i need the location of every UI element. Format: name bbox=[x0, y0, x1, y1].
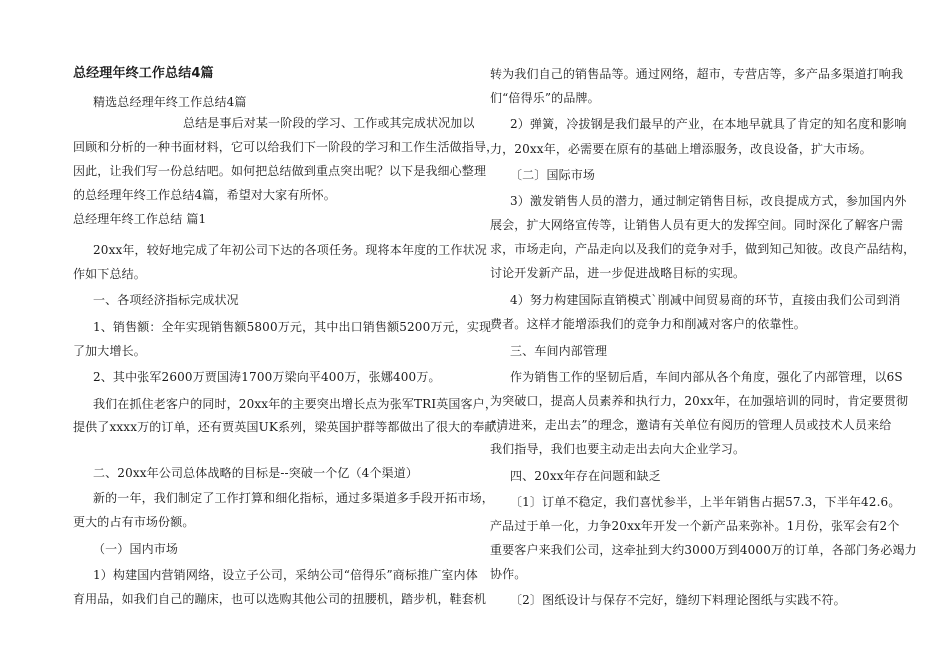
paragraph-line: 的总经理年终工作总结4篇，希望对大家有所怀。 bbox=[73, 188, 336, 202]
paragraph-line: 费者。这样才能增添我们的竞争力和削减对客户的依靠性。 bbox=[490, 317, 806, 331]
subtitle: 精选总经理年终工作总结4篇 bbox=[93, 95, 247, 109]
paragraph-line: 3）激发销售人员的潜力，通过制定销售目标，改良提成方式，参加国内外 bbox=[510, 194, 907, 208]
section-heading: 总经理年终工作总结 篇1 bbox=[73, 212, 207, 226]
paragraph-line: 2）弹簧，冷拔钢是我们最早的产业，在本地早就具了肯定的知名度和影响 bbox=[510, 117, 907, 131]
paragraph-line: 了加大增长。 bbox=[73, 344, 146, 358]
paragraph-line: 提供了xxxx万的订单，还有贾英国UK系列，梁英国护群等都做出了很大的奉献。 bbox=[73, 420, 509, 434]
paragraph-line: 20xx年，较好地完成了年初公司下达的各项任务。现将本年度的工作状况 bbox=[93, 243, 487, 257]
paragraph-line: 〔1〕订单不稳定，我们喜忧参半，上半年销售占据57.3，下半年42.6。 bbox=[510, 495, 901, 509]
paragraph-line: 〔2〕图纸设计与保存不完好，缝纫下料理论图纸与实践不符。 bbox=[510, 593, 846, 607]
paragraph-line: 总结是事后对某一阶段的学习、工作或其完成状况加以 bbox=[183, 116, 475, 130]
paragraph-line: 育用品，如我们自己的蹦床，也可以选购其他公司的扭腰机，踏步机，鞋套机 bbox=[73, 592, 487, 606]
paragraph-line: 求，市场走向，产品走向以及我们的竞争对手，做到知己知彼。改良产品结构， bbox=[490, 242, 916, 256]
subsection-heading: 〔二〕国际市场 bbox=[510, 168, 596, 182]
paragraph-line: 讨论开发新产品，进一步促进战略目标的实现。 bbox=[490, 266, 746, 280]
paragraph-line: 为突破口，提高人员素养和执行力，20xx年，在加强培训的同时，肯定要贯彻 bbox=[490, 394, 909, 408]
paragraph-line: 重要客户来我们公司，这牵扯到大约3000万到4000万的订单，各部门务必竭力 bbox=[490, 543, 917, 557]
document-title: 总经理年终工作总结4篇 bbox=[73, 66, 214, 81]
paragraph-line: 转为我们自己的销售品等。通过网络，超市，专营店等，多产品多渠道打响我 bbox=[490, 67, 904, 81]
paragraph-line: “请进来，走出去”的理念，邀请有关单位有阅历的管理人员或技术人员来给 bbox=[490, 418, 892, 432]
paragraph-line: 力，20xx年，必需要在原有的基础上增添服务，改良设备，扩大市场。 bbox=[490, 142, 872, 156]
paragraph-line: 我们在抓住老客户的同时，20xx年的主要突出增长点为张军TRI英国客户， bbox=[93, 397, 497, 411]
paragraph-line: 1、销售额：全年实现销售额5800万元，其中出口销售额5200万元，实现 bbox=[93, 320, 492, 334]
paragraph-line: 1）构建国内营销网络，设立子公司，采纳公司“倍得乐”商标推广室内体 bbox=[93, 568, 478, 582]
paragraph-line: 作如下总结。 bbox=[73, 267, 146, 281]
section-heading: 二、20xx年公司总体战略的目标是--突破一个亿（4个渠道） bbox=[93, 466, 419, 480]
paragraph-line: 更大的占有市场份额。 bbox=[73, 515, 195, 529]
section-heading: 一、各项经济指标完成状况 bbox=[93, 293, 239, 307]
paragraph-line: 4）努力构建国际直销模式`削减中间贸易商的环节，直接由我们公司到消 bbox=[510, 293, 901, 307]
section-heading: 四、20xx年存在问题和缺乏 bbox=[510, 469, 661, 483]
paragraph-line: 新的一年，我们制定了工作打算和细化指标，通过多渠道多手段开拓市场， bbox=[93, 491, 494, 505]
paragraph-line: 产品过于单一化，力争20xx年开发一个新产品来弥补。1月份，张军会有2个 bbox=[490, 519, 900, 533]
paragraph-line: 因此，让我们写一份总结吧。如何把总结做到重点突出呢？以下是我细心整理 bbox=[73, 164, 487, 178]
paragraph-line: 我们指导，我们也要主动走出去向大企业学习。 bbox=[490, 442, 746, 456]
paragraph-line: 回顾和分析的一种书面材料，它可以给我们下一阶段的学习和工作生活做指导， bbox=[73, 140, 499, 154]
subsection-heading: （一）国内市场 bbox=[93, 542, 179, 556]
section-heading: 三、车间内部管理 bbox=[510, 344, 608, 358]
paragraph-line: 展会，扩大网络宣传等，让销售人员有更大的发挥空间。同时深化了解客户需 bbox=[490, 218, 904, 232]
paragraph-line: 作为销售工作的坚韧后盾，车间内部从各个角度，强化了内部管理，以6S bbox=[510, 370, 903, 384]
paragraph-line: 协作。 bbox=[490, 567, 527, 581]
paragraph-line: 们“倍得乐”的品牌。 bbox=[490, 91, 600, 105]
paragraph-line: 2、其中张军2600万贾国涛1700万梁向平400万，张娜400万。 bbox=[93, 370, 441, 384]
